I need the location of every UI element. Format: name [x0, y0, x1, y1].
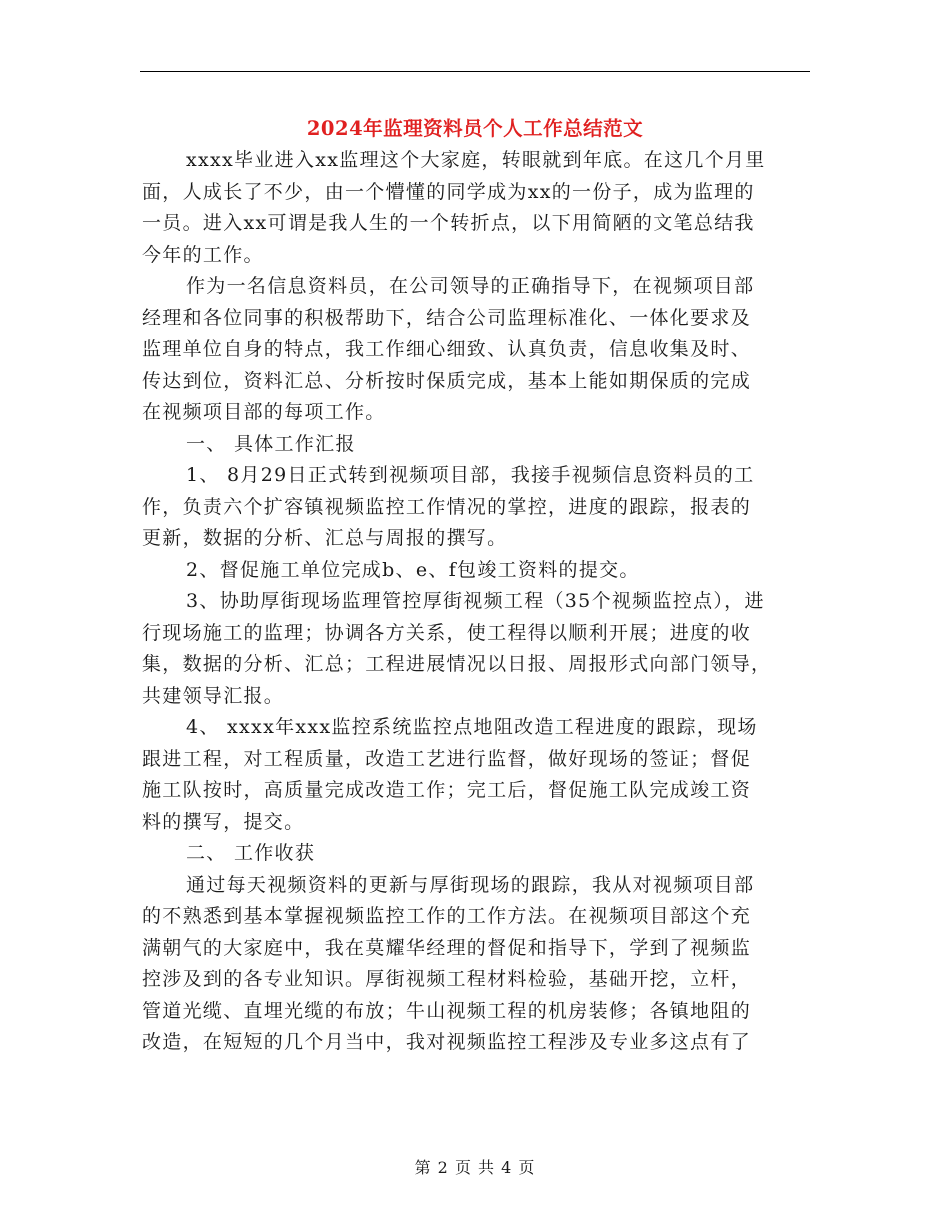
body-line: 2、督促施工单位完成b、e、f包竣工资料的提交。 [186, 558, 640, 581]
body-line: 改造，在短短的几个月当中，我对视频监控工程涉及专业多这点有了 [142, 1031, 752, 1053]
body-line: 施工队按时，高质量完成改造工作；完工后，督促施工队完成竣工资 [142, 779, 752, 801]
body-line: 一、 具体工作汇报 [186, 432, 356, 455]
body-line: 面，人成长了不少，由一个懵懂的同学成为xx的一份子，成为监理的 [142, 180, 755, 203]
body-line: 4、 xxxx年xxx监控系统监控点地阻改造工程进度的跟踪，现场 [186, 716, 758, 738]
body-line: 控涉及到的各专业知识。厚街视频工程材料检验，基础开挖，立杆， [142, 968, 752, 990]
body-line: 更新，数据的分析、汇总与周报的撰写。 [142, 527, 508, 549]
page-footer: 第 2 页 共 4 页 [414, 1158, 536, 1177]
header-rule [140, 71, 810, 72]
body-line: 今年的工作。 [142, 243, 264, 266]
body-line: 满朝气的大家庭中，我在莫耀华经理的督促和指导下，学到了视频监 [142, 936, 752, 959]
body-line: 行现场施工的监理；协调各方关系，使工程得以顺利开展；进度的收 [142, 621, 752, 644]
body-line: xxxx毕业进入xx监理这个大家庭，转眼就到年底。在这几个月里 [186, 149, 766, 171]
body-line: 经理和各位同事的积极帮助下，结合公司监理标准化、一体化要求及 [142, 306, 752, 329]
document-title: 2024年监理资料员个人工作总结范文 [306, 117, 644, 140]
body-line: 3、协助厚街现场监理管控厚街视频工程（35个视频监控点），进 [186, 590, 765, 612]
body-line: 的不熟悉到基本掌握视频监控工作的工作方法。在视频项目部这个充 [142, 905, 752, 927]
body-line: 作为一名信息资料员，在公司领导的正确指导下，在视频项目部 [186, 275, 755, 297]
body-line: 跟进工程，对工程质量，改造工艺进行监督，做好现场的签证；督促 [142, 747, 752, 770]
document-body [142, 145, 812, 1059]
body-line: 通过每天视频资料的更新与厚街现场的跟踪，我从对视频项目部 [186, 873, 755, 896]
body-line: 共建领导汇报。 [142, 684, 285, 707]
body-line: 监理单位自身的特点，我工作细心细致、认真负责，信息收集及时、 [142, 338, 752, 360]
body-line: 集，数据的分析、汇总；工程进展情况以日报、周报形式向部门领导， [142, 653, 772, 675]
body-line: 1、 8月29日正式转到视频项目部，我接手视频信息资料员的工 [186, 464, 755, 486]
body-line: 一员。进入xx可谓是我人生的一个转折点，以下用简陋的文笔总结我 [142, 212, 755, 234]
body-line: 作，负责六个扩容镇视频监控工作情况的掌控，进度的跟踪，报表的 [142, 495, 752, 518]
body-line: 在视频项目部的每项工作。 [142, 401, 386, 423]
body-line: 二、 工作收获 [186, 842, 316, 864]
body-line: 管道光缆、直埋光缆的布放；牛山视频工程的机房装修；各镇地阻的 [142, 999, 752, 1022]
body-line: 传达到位，资料汇总、分析按时保质完成，基本上能如期保质的完成 [142, 369, 752, 392]
body-line: 料的撰写，提交。 [142, 810, 305, 833]
